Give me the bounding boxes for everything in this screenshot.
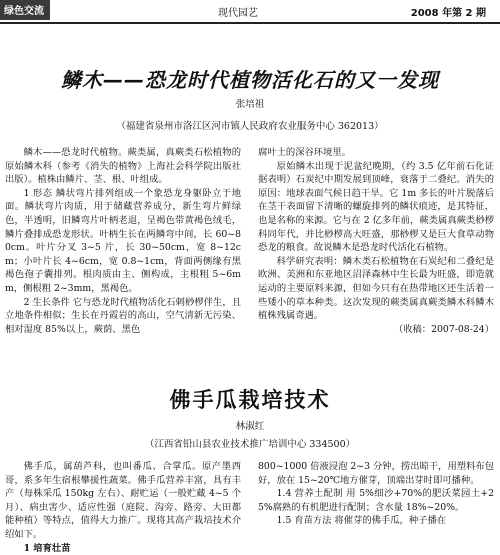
article1-right-column [258,146,494,336]
article2-affiliation: （江西省铅山县农业技术推广培训中心 334500） [144,439,356,450]
article2-paragraph: 1.5 育苗方法 将催芽的佛手瓜，种子播在 [276,515,447,527]
section-tag: 绿色交流 [0,0,50,20]
article2-paragraph: 佛手瓜，属葫芦科，也叫番瓜、合掌瓜。原产墨西哥，系多年生宿根攀援性蔬菜。佛手瓜营养丰富，具有丰产（每株采瓜 150kg 左右）、耐贮运（一般贮藏 4~5 个月）、病虫害少、适应性强（庭院、沟旁、路旁、大田都能种植）等特点，值得大力推广。现将其高产栽培技术介绍如下。 [5,461,241,540]
article1-paragraph: 科学研究表明：鳞木类石松植物在石炭纪和二叠纪是欧洲、美洲和东亚地区沼泽森林中生长最为旺盛，即造就运动的主要原料来源，但如今只有在热带地区还生活着一些矮小的草本种类。这次发现的蕨类属真蕨类鳞木科鳞木植株残属奇遇。 [258,255,494,322]
article1-title: 鳞木——恐龙时代植物活化石的又一发现 [61,68,439,92]
received-date: （收稿：2007-08-24） [393,323,494,335]
article2-author: 林淑红 [235,421,265,432]
article1-author: 张培祖 [235,99,265,110]
article1-affiliation: （福建省泉州市洛江区河市镇人民政府农业服务中心 362013） [116,121,384,132]
article1-paragraph: 鳞木——恐龙时代植物。蕨类属，真蕨类石松植物的原始鳞木科（参考《消失的植物》上海社会科学院出版社出版）。植株由鳞片、茎、根、叶组成。 [5,147,241,186]
article2-left-column [5,460,241,555]
article1-paragraph: 原始鳞木出现于泥盆纪晚期，（约 3.5 亿年前石化证据表明）石炭纪中期发展到顶峰，衰落于二叠纪。消失的原因：地球表面气候日趋干旱。它 1m 多长的叶片脱落后在茎干表面留下清晰的螺旋排列的鳞状痕迹，是其特征，也是名称的来源。它与在 2 亿多年前，蕨类属真蕨类桫椤科同年代，并比桫椤高大旺盛，那桫椤又是巨大食草动物恐龙的粮食。故说鳞木是恐龙时代活化石植物。 [258,160,494,254]
page-header [0,0,500,24]
article2-paragraph: 1.4 营养土配制 用 5%细沙+70%的肥沃菜园土+25%腐熟的有机肥进行配制；含水量 18%~20%。 [258,488,494,513]
article1-paragraph: 1 形态 鳞状弯片排列组成一个象恐龙身躯卧立于地面。鳞状弯片肉质，用于储藏营养成分，新生弯片鲜绿色，半透明，旧鳞弯片叶柄老退，呈褐色带黄褐色绒毛，鳞片叠排成恐龙形状。叶柄生长在两鳞弯中间，长 60~80cm。叶片分叉 3~5 片，长 30~50cm，宽 8~12cm；小叶片长 4~6cm，宽 0.8~1cm，背面两侧缘有黑褐色孢子囊排列。根肉质由主、侧构成，主根粗 5~6mm，侧根粗 2~3mm，黑褐色。 [5,187,241,294]
article1-left-column [5,146,241,336]
article2-right-column [258,460,494,528]
section-heading: 1 培育壮苗 [23,542,71,554]
article1-paragraph: 腐叶土的深谷环境里。 [258,147,351,158]
journal-name: 现代园艺 [218,8,258,19]
article2-title: 佛手瓜栽培技术 [169,388,331,412]
article2-paragraph: 800~1000 倍液浸泡 2~3 分钟，捞出晾干，用塑料布包好，放在 15~20℃地方催芽，顶端出芽时即可播种。 [258,461,494,486]
issue-number: 2008 年第 2 期 [410,8,486,19]
article1-paragraph: 2 生长条件 它与恐龙时代植物活化石剌桫椤伴生，且立地条件相似；生长在丹霞岩的高山，空气清新无污染、相对湿度 85%以上，蕨荫、黑色 [5,296,241,335]
